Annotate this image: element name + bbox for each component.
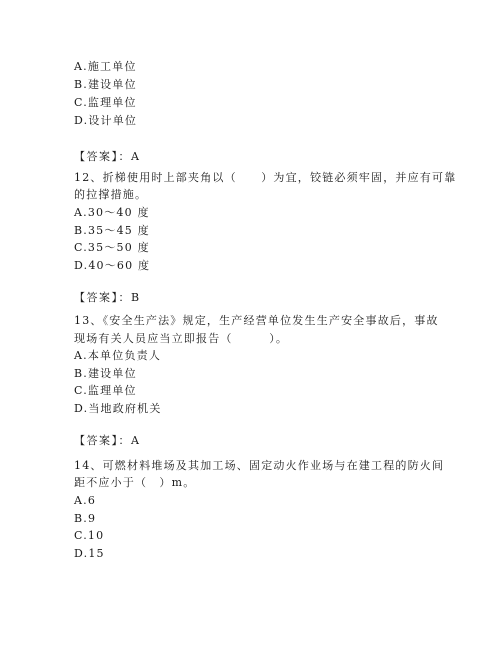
question-14-option-b: B.9	[74, 512, 97, 525]
question-13-stem-line-1: 13、《安全生产法》规定，生产经营单位发生生产安全事故后，事故	[74, 314, 439, 327]
option-c: C.监理单位	[74, 96, 137, 109]
option-a: A.施工单位	[74, 60, 137, 73]
question-14-stem-line-1: 14、可燃材料堆场及其加工场、固定动火作业场与在建工程的防火间	[74, 459, 445, 472]
question-12-option-d: D.40～60 度	[74, 259, 151, 272]
question-13-option-b: B.建设单位	[74, 367, 137, 380]
question-12-answer: 【答案】：B	[74, 291, 141, 304]
question-13-option-a: A.本单位负责人	[74, 349, 162, 362]
question-13-option-c: C.监理单位	[74, 384, 137, 397]
question-14-option-a: A.6	[74, 494, 97, 507]
question-14-option-d: D.15	[74, 547, 105, 560]
question-14-stem-line-2: 距不应小于（ ）m。	[74, 476, 196, 489]
question-13-option-d: D.当地政府机关	[74, 402, 162, 415]
question-12-stem-line-2: 的拉撑措施。	[74, 188, 148, 201]
question-12-option-b: B.35～45 度	[74, 224, 150, 237]
question-13-stem-line-2: 现场有关人员应当立即报告（ ）。	[74, 332, 289, 345]
option-b: B.建设单位	[74, 78, 137, 91]
question-12-option-a: A.30～40 度	[74, 206, 150, 219]
question-12-stem-line-1: 12、折梯使用时上部夹角以（ ）为宜，铰链必须牢固，并应有可靠	[74, 171, 457, 184]
question-13-answer: 【答案】：A	[74, 434, 141, 447]
answer-label: 【答案】：A	[74, 150, 141, 163]
option-d: D.设计单位	[74, 114, 138, 127]
question-14-option-c: C.10	[74, 529, 105, 542]
question-12-option-c: C.35～50 度	[74, 241, 150, 254]
